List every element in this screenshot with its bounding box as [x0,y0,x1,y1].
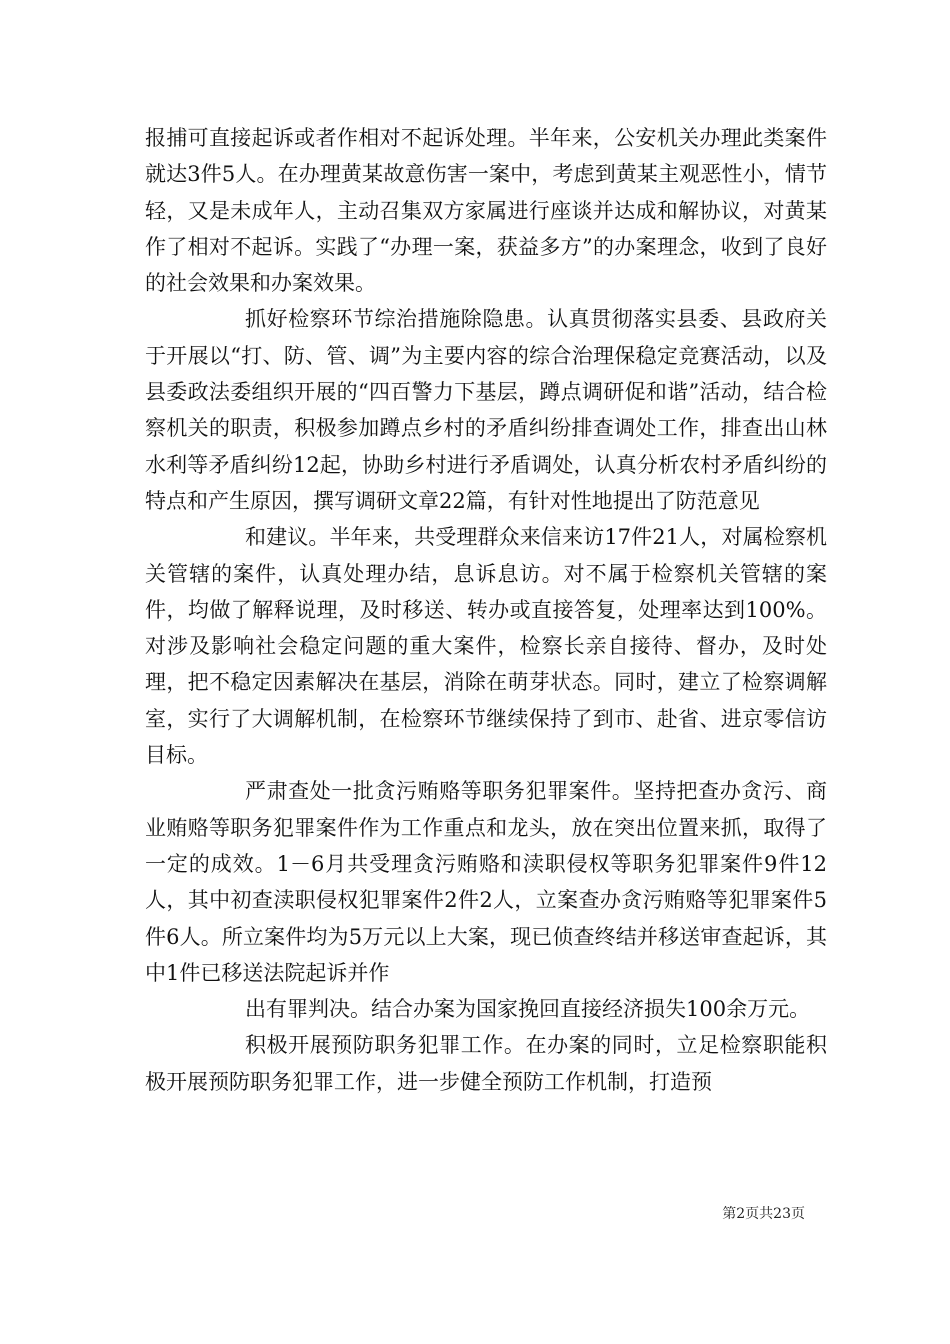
document-body [145,120,827,1100]
paragraph-5: 出有罪判决。结合办案为国家挽回直接经济损失100余万元。 [245,997,811,1022]
paragraph-2: 抓好检察环节综治措施除隐患。认真贯彻落实县委、县政府关于开展以“打、防、管、调”为主要内容的综合治理保稳定竞赛活动，以及县委政法委组织开展的“四百警力下基层，蹲点调研促和谐”活动，结合检察机关的职责，积极参加蹲点乡村的矛盾纠纷排查调处工作，排查出山林水利等矛盾纠纷12起，协助乡村进行矛盾调处，认真分析农村矛盾纠纷的特点和产生原因，撰写调研文章22篇，有针对性地提出了防范意见 [145,307,827,513]
paragraph-4: 严肃查处一批贪污贿赂等职务犯罪案件。坚持把查办贪污、商业贿赂等职务犯罪案件作为工作重点和龙头，放在突出位置来抓，取得了一定的成效。1－6月共受理贪污贿赂和渎职侵权等职务犯罪案件9件12人，其中初查渎职侵权犯罪案件2件2人，立案查办贪污贿赂等犯罪案件5件6人。所立案件均为5万元以上大案，现已侦查终结并移送审查起诉，其中1件已移送法院起诉并作 [145,779,827,985]
paragraph-6: 积极开展预防职务犯罪工作。在办案的同时，立足检察职能积极开展预防职务犯罪工作，进一步健全预防工作机制，打造预 [145,1033,827,1094]
page-number-footer: 第2页共23页 [722,1206,805,1222]
paragraph-3: 和建议。半年来，共受理群众来信来访17件21人，对属检察机关管辖的案件，认真处理办结，息诉息访。对不属于检察机关管辖的案件，均做了解释说理，及时移送、转办或直接答复，处理率达到100%。对涉及影响社会稳定问题的重大案件，检察长亲自接待、督办，及时处理，把不稳定因素解决在基层，消除在萌芽状态。同时，建立了检察调解室，实行了大调解机制，在检察环节继续保持了到市、赴省、进京零信访目标。 [145,525,827,768]
paragraph-1: 报捕可直接起诉或者作相对不起诉处理。半年来，公安机关办理此类案件就达3件5人。在办理黄某故意伤害一案中，考虑到黄某主观恶性小，情节轻，又是未成年人，主动召集双方家属进行座谈并达成和解协议，对黄某作了相对不起诉。实践了“办理一案，获益多方”的办案理念，收到了良好的社会效果和办案效果。 [145,126,827,296]
